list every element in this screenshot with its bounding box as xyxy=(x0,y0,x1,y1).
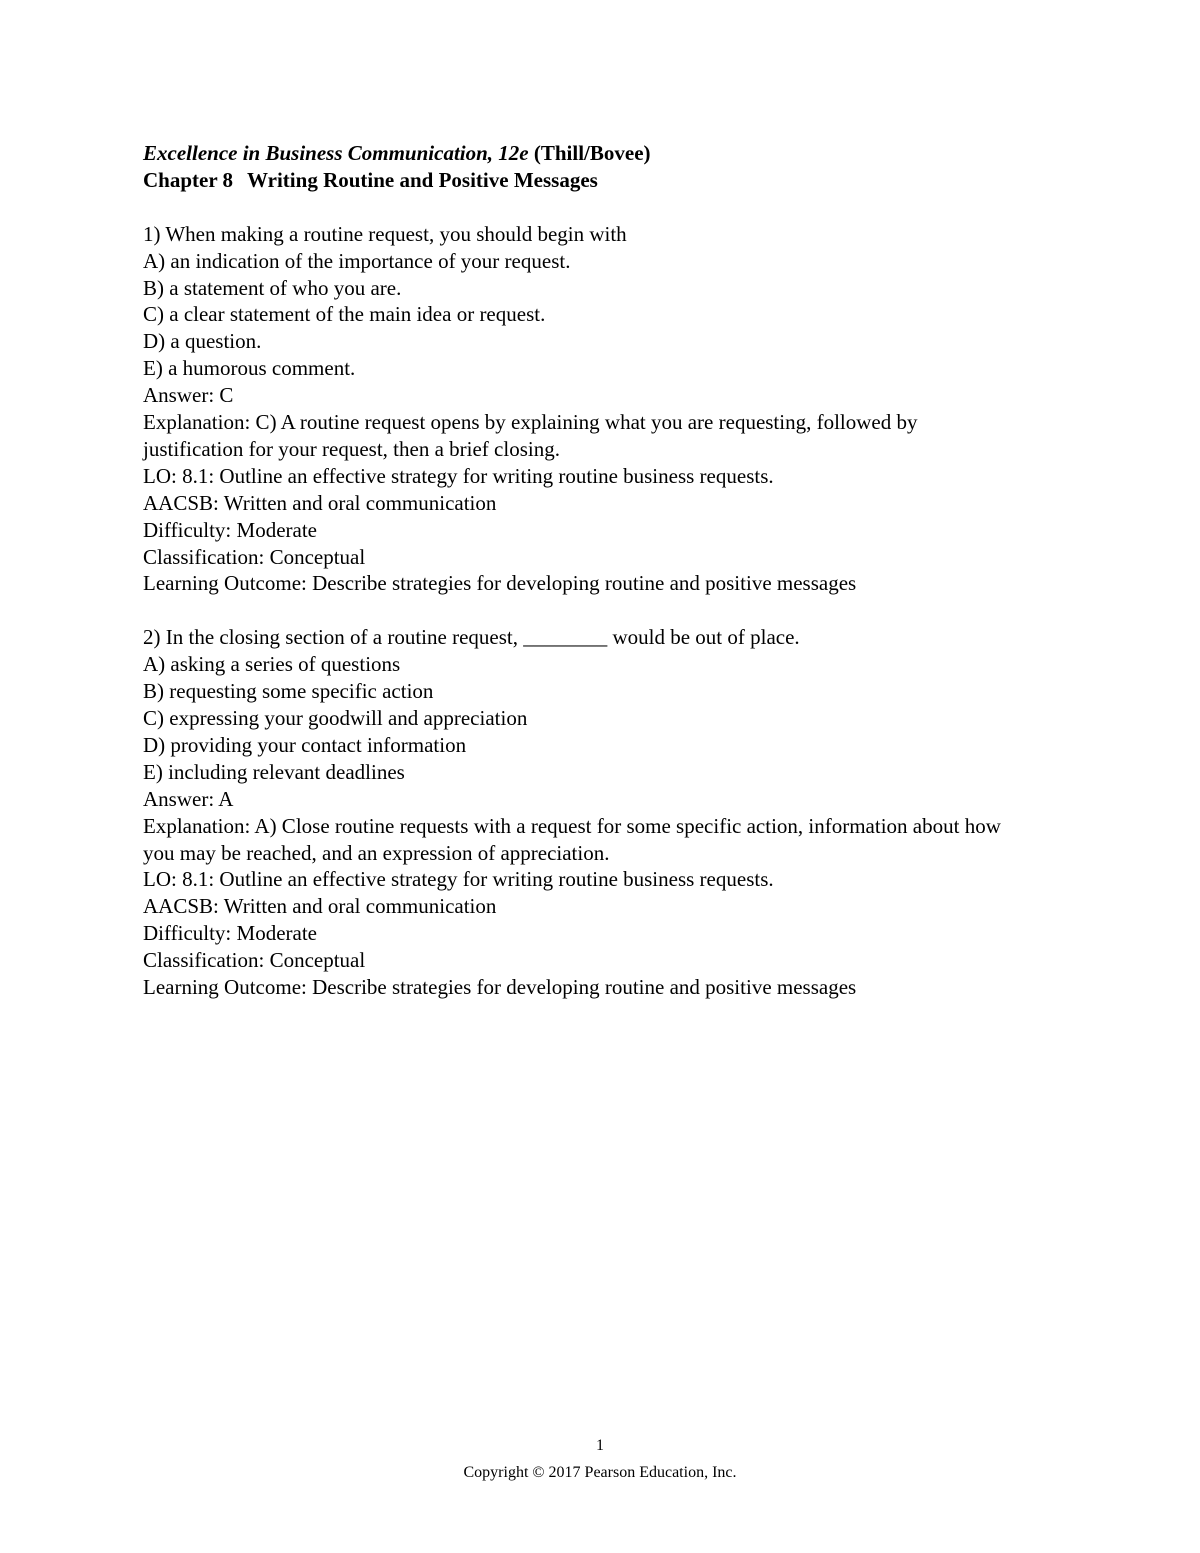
answer-option-c: C) expressing your goodwill and appreciation xyxy=(143,706,528,730)
chapter-number: Chapter 8 xyxy=(143,167,234,192)
answer-option-b: B) a statement of who you are. xyxy=(143,275,402,300)
question-2 xyxy=(143,624,1043,1001)
book-title: Excellence in Business Communication, 12e xyxy=(143,141,529,165)
copyright-notice: Copyright © 2017 Pearson Education, Inc. xyxy=(463,1464,737,1481)
document-page xyxy=(143,140,1043,1001)
book-authors: (Thill/Bovee) xyxy=(528,141,651,165)
question-stem: 2) In the closing section of a routine request, ________ would be out of place. xyxy=(143,625,800,650)
page-number: 1 xyxy=(596,1437,604,1454)
answer-option-e: E) including relevant deadlines xyxy=(143,759,405,784)
classification: Classification: Conceptual xyxy=(143,544,366,569)
learning-outcome: Learning Outcome: Describe strategies for developing routine and positive messages xyxy=(143,975,857,1000)
learning-objective: LO: 8.1: Outline an effective strategy for writing routine business requests. xyxy=(143,463,774,488)
question-1 xyxy=(143,221,1043,598)
document-title-line xyxy=(143,140,1043,167)
answer-option-e: E) a humorous comment. xyxy=(143,356,356,381)
chapter-heading xyxy=(143,167,1043,194)
correct-answer: Answer: C xyxy=(143,383,234,408)
answer-option-b: B) requesting some specific action xyxy=(143,679,434,704)
classification: Classification: Conceptual xyxy=(143,948,366,973)
answer-option-a: A) an indication of the importance of your request. xyxy=(143,248,571,273)
answer-option-a: A) asking a series of questions xyxy=(143,652,401,677)
answer-explanation: Explanation: A) Close routine requests with a request for some specific action, information about how you may be reached, and an expression of appreciation. xyxy=(143,813,1001,865)
aacsb-standard: AACSB: Written and oral communication xyxy=(143,490,497,515)
answer-option-d: D) a question. xyxy=(143,329,262,354)
difficulty-level: Difficulty: Moderate xyxy=(143,921,317,946)
learning-outcome: Learning Outcome: Describe strategies for developing routine and positive messages xyxy=(143,571,857,596)
answer-option-c: C) a clear statement of the main idea or request. xyxy=(143,302,546,327)
answer-option-d: D) providing your contact information xyxy=(143,732,467,757)
aacsb-standard: AACSB: Written and oral communication xyxy=(143,894,497,919)
correct-answer: Answer: A xyxy=(143,786,234,811)
question-stem: 1) When making a routine request, you should begin with xyxy=(143,221,627,246)
learning-objective: LO: 8.1: Outline an effective strategy for writing routine business requests. xyxy=(143,867,774,892)
difficulty-level: Difficulty: Moderate xyxy=(143,517,317,542)
answer-explanation: Explanation: C) A routine request opens by explaining what you are requesting, followed by justification for your request, then a brief closing. xyxy=(143,410,918,461)
chapter-title: Writing Routine and Positive Messages xyxy=(247,167,598,192)
